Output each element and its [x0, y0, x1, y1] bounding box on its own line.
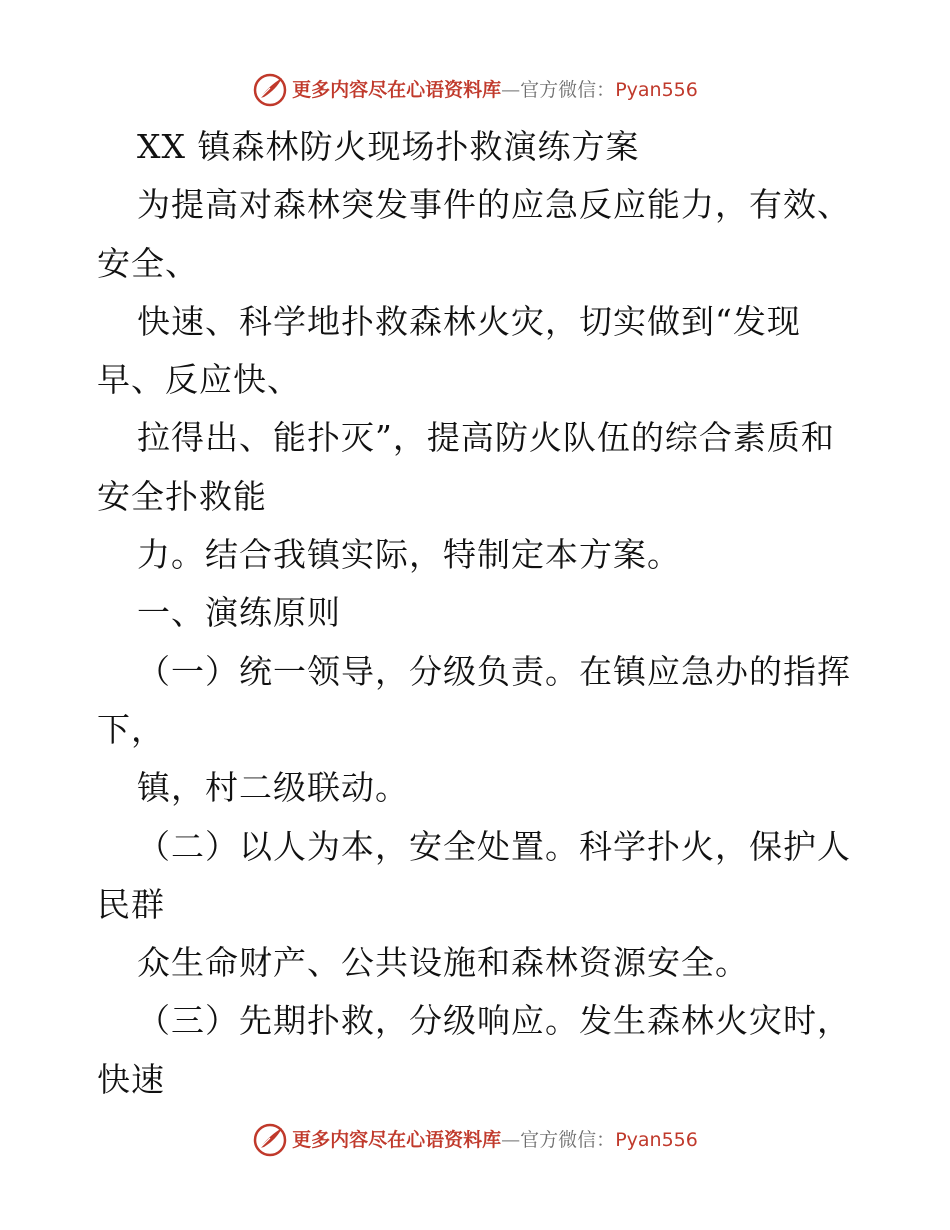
header-banner-dash: — — [501, 79, 521, 101]
document-line: 为提高对森林突发事件的应急反应能力，有效、 — [137, 185, 851, 225]
document-line: 拉得出、能扑灭”，提高防火队伍的综合素质和 — [137, 418, 835, 458]
header-banner-inner — [252, 72, 698, 108]
footer-banner-text — [292, 1122, 698, 1158]
document-line: 安全、 — [97, 243, 199, 283]
section-heading: 一、演练原则 — [137, 593, 341, 633]
footer-banner-dash: — — [501, 1129, 521, 1151]
header-banner-main: 更多内容尽在心语资料库 — [292, 79, 502, 101]
document-line: （二）以人为本，安全处置。科学扑火，保护人 — [137, 826, 851, 866]
header-banner-wechat-id: Pyan556 — [615, 79, 698, 101]
header-banner — [0, 70, 950, 110]
document-line: （一）统一领导，分级负责。在镇应急办的指挥 — [137, 651, 851, 691]
footer-banner — [0, 1120, 950, 1160]
document-line: 民群 — [97, 884, 165, 924]
document-line: 早、反应快、 — [97, 360, 301, 400]
document-line: 快速、科学地扑救森林火灾，切实做到“发现 — [137, 301, 801, 341]
document-line: 安全扑救能 — [97, 476, 267, 516]
quill-logo-icon — [252, 1122, 288, 1158]
footer-banner-inner — [252, 1122, 698, 1158]
footer-banner-main: 更多内容尽在心语资料库 — [292, 1129, 502, 1151]
document-line: （三）先期扑救，分级响应。发生森林火灾时， — [137, 1001, 851, 1041]
header-banner-label: 官方微信： — [520, 79, 616, 101]
footer-banner-wechat-id: Pyan556 — [615, 1129, 698, 1151]
footer-banner-label: 官方微信： — [520, 1129, 616, 1151]
document-line: 力。结合我镇实际，特制定本方案。 — [137, 535, 681, 575]
document-line: 镇，村二级联动。 — [137, 768, 409, 808]
document-title: XX 镇森林防火现场扑救演练方案 — [137, 127, 640, 166]
document-line: 众生命财产、公共设施和森林资源安全。 — [137, 943, 749, 983]
quill-logo-icon — [252, 72, 288, 108]
document-line: 下， — [97, 709, 165, 749]
header-banner-text — [292, 72, 698, 108]
document-body — [97, 118, 867, 1109]
document-line: 快速 — [97, 1059, 165, 1099]
